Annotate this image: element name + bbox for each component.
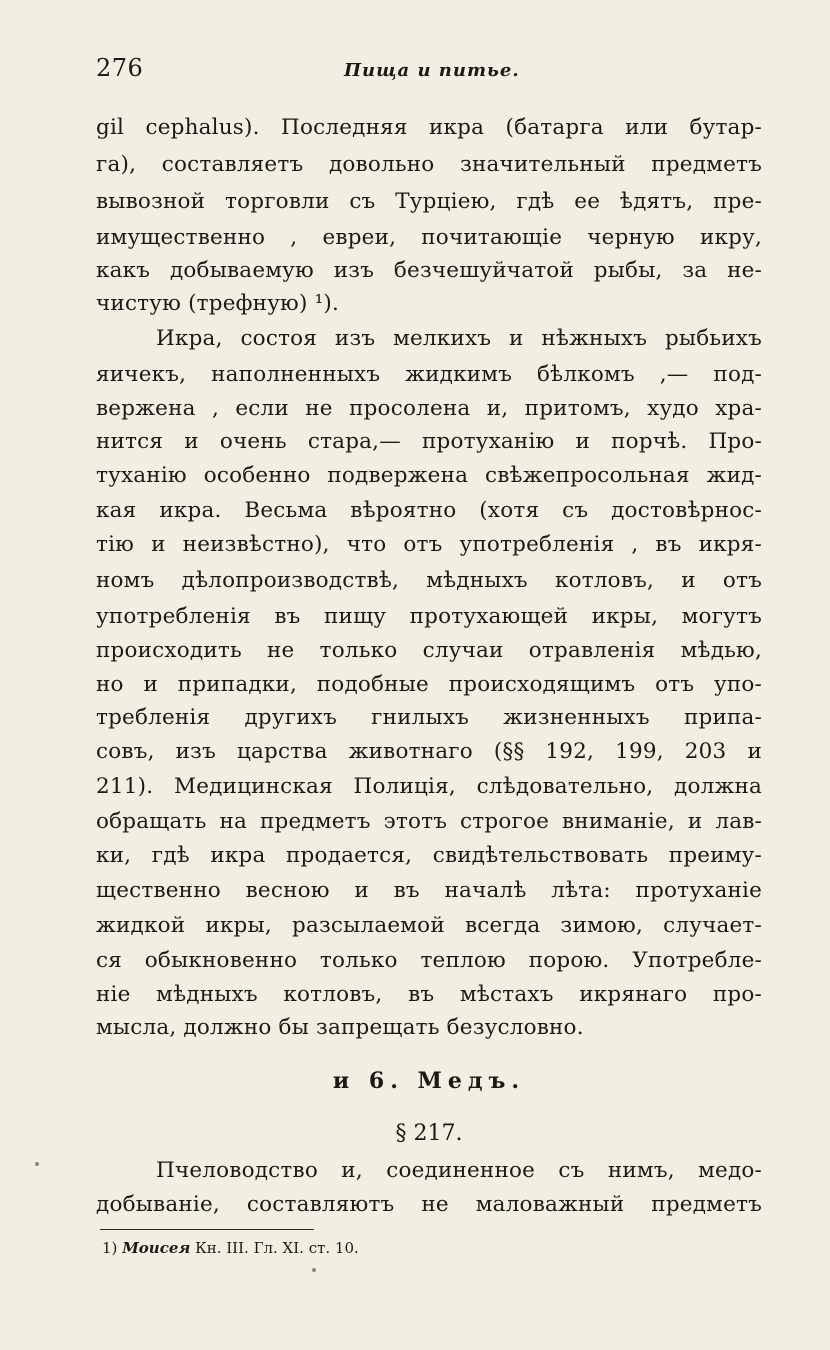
footnote-marker: 1) [102,1239,118,1257]
footnote [102,1239,359,1257]
text-line: Пчеловодство и, соединенное съ нимъ, медо- [156,1158,762,1183]
footnote-rule [100,1229,314,1230]
text-line: нiе мѣдныхъ котловъ, въ мѣстахъ икрянаго про- [96,982,762,1007]
text-line: 211). Медицинская Полицiя, слѣдовательно, должна [96,774,762,799]
text-line: обращать на предметъ этотъ строгое вниманiе, и лав- [96,809,762,834]
text-line: какъ добываемую изъ безчешуйчатой рыбы, за не- [96,258,762,283]
section-heading: и 6. Медъ. [332,1068,526,1094]
text-line: вывозной торговли съ Турцiею, гдѣ ее ѣдятъ, пре- [96,189,762,214]
text-line: тiю и неизвѣстно), что отъ употребленiя , въ икря- [96,532,762,557]
footnote-reference: Кн. III. Гл. XI. ст. 10. [195,1239,359,1257]
text-line: яичекъ, наполненныхъ жидкимъ бѣлкомъ ,— под- [96,362,762,387]
text-line: туханiю особенно подвержена свѣжепросольная жид- [96,463,762,488]
text-line: мысла, должно бы запрещать безусловно. [96,1015,584,1040]
text-line: вержена , если не просолена и, притомъ, худо хра- [96,396,762,421]
text-line: употребленiя въ пищу протухающей икры, могутъ [96,604,762,629]
text-line: происходить не только случаи отравленiя мѣдью, [96,638,762,663]
footnote-author: Моисея [122,1239,191,1257]
text-line: но и припадки, подобные происходящимъ отъ упо- [96,672,762,697]
text-line: Икра, состоя изъ мелкихъ и нѣжныхъ рыбьихъ [156,326,762,351]
text-line: совъ, изъ царства животнаго (§§ 192, 199, 203 и [96,739,762,764]
text-line: ся обыкновенно только теплою порою. Употребле- [96,948,762,973]
text-line: требленiя другихъ гнилыхъ жизненныхъ припа- [96,705,762,730]
text-line: га), составляетъ довольно значительный предметъ [96,152,762,177]
text-line: кая икра. Весьма вѣроятно (хотя съ достовѣрнос- [96,498,762,523]
paper-speck [312,1268,316,1272]
paper-speck [35,1162,39,1166]
page-number: 276 [96,54,144,82]
text-line: щественно весною и въ началѣ лѣта: протуханiе [96,878,762,903]
running-title: Пища и питье. [344,60,520,81]
text-line: нится и очень стара,— протуханiю и порчѣ. Про- [96,429,762,454]
text-line: жидкой икры, разсылаемой всегда зимою, случает- [96,913,762,938]
text-line: имущественно , евреи, почитающiе черную икру, [96,225,762,250]
text-line: добыванiе, составляютъ не маловажный предметъ [96,1192,762,1217]
text-line: номъ дѣлопроизводствѣ, мѣдныхъ котловъ, и отъ [96,568,762,593]
paragraph-number: § 217. [395,1121,463,1146]
text-line: gil cephalus). Последняя икра (батарга или бутар- [96,115,762,140]
text-line: чистую (трефную) ¹). [96,291,340,316]
text-line: ки, гдѣ икра продается, свидѣтельствовать преиму- [96,843,762,868]
page-header [96,50,762,86]
